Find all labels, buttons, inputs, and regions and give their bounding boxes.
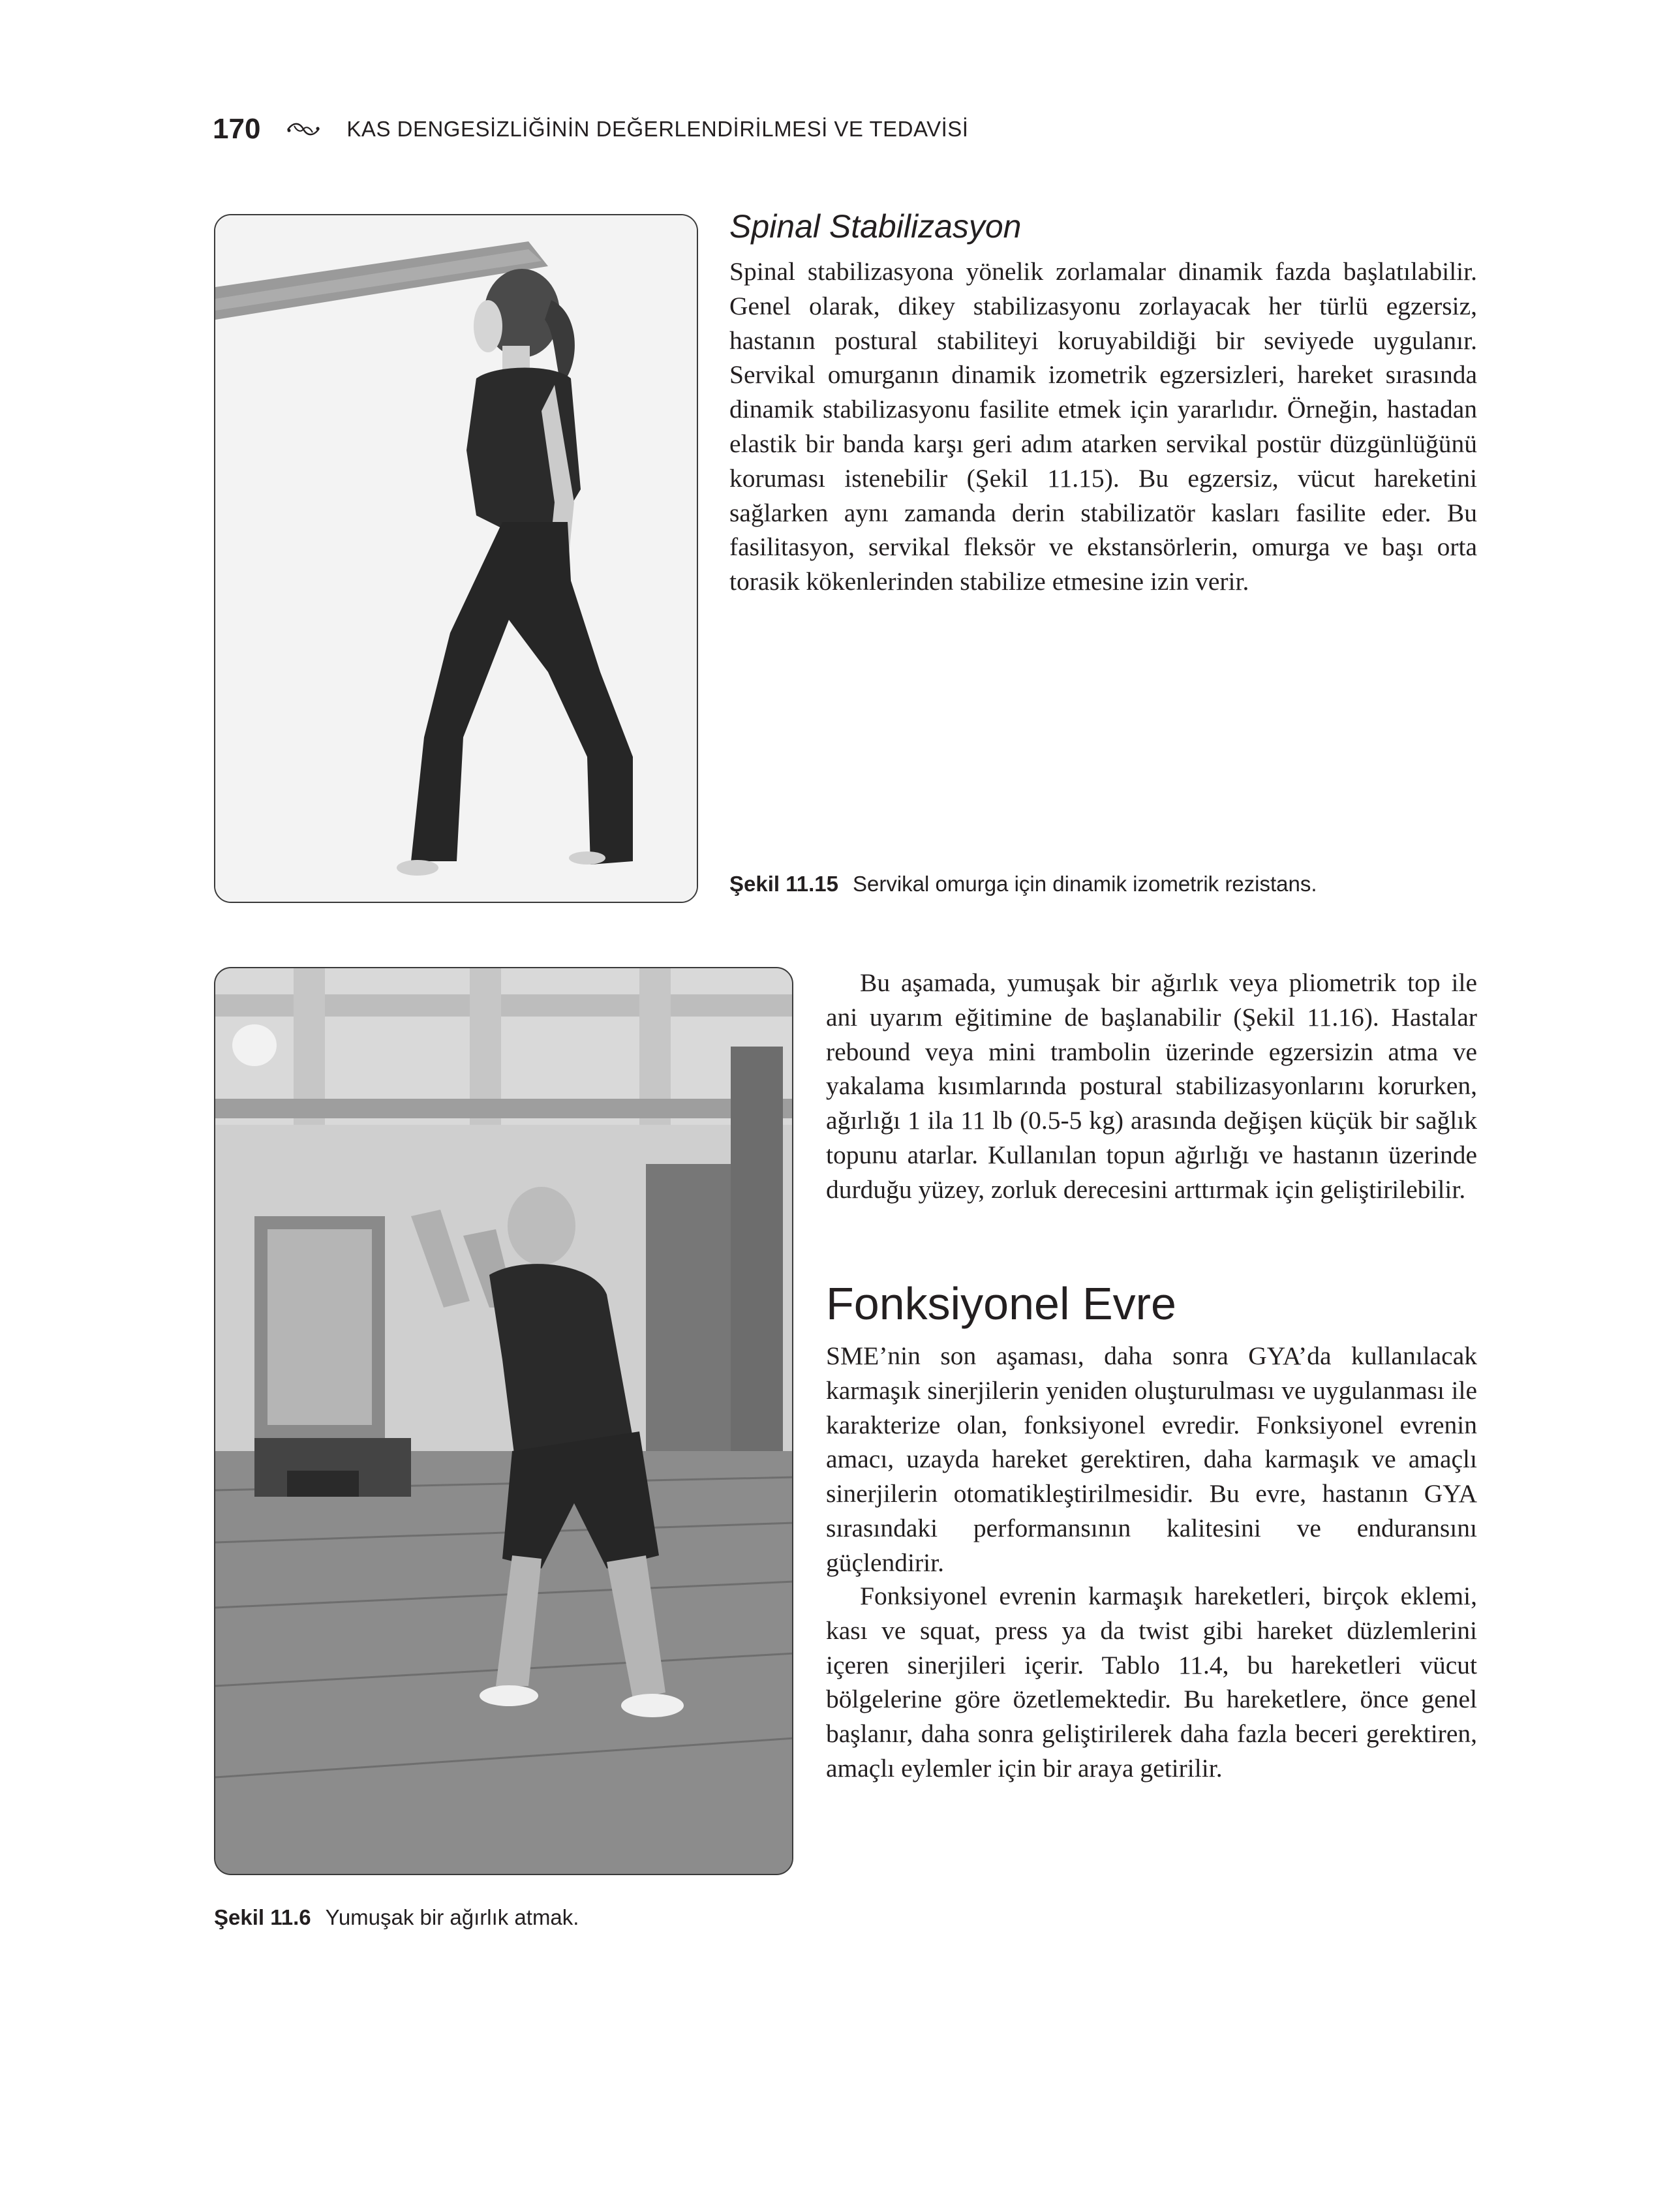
- paragraph-plyometric: Bu aşamada, yumuşak bir ağırlık veya pliometrik top ile ani uyarım eğitimine de başlanabilir (Şekil 11.16). Hastalar rebound veya mini trambolin üzerinde egzersizin atma ve yakalama kısımlarında postural stabilizasyonlarını korurken, ağırlığı 1 ila 11 lb (0.5-5 kg) arasında değişen küçük bir sağlık topunu atarlar. Kullanılan topun ağırlığı ve hastanın üzerinde durduğu yüzey, zorluk derecesini arttırmak için geliştirilebilir.: [826, 968, 1477, 1204]
- figure-photo-throwing-weight: [214, 967, 793, 1875]
- figure-caption-text: Servikal omurga için dinamik izometrik rezistans.: [852, 872, 1317, 896]
- running-header: [213, 110, 968, 149]
- page-number: 170: [213, 113, 261, 145]
- figure-label: Şekil 11.15: [729, 872, 838, 896]
- figure-photo-dynamic-isometric: [214, 214, 698, 903]
- figure-caption-11-6: [214, 1905, 579, 1930]
- paragraph-functional-phase-1: SME’nin son aşaması, daha sonra GYA’da kullanılacak karmaşık sinerjilerin yeniden oluşturulması ve uygulanması ile karakterize olan, fonksiyonel evredir. Fonksiyonel evrenin amacı, uzayda hareket gerektiren, daha karmaşık ve amaçlı sinerjilerin otomatikleştirilmesidir. Bu evre, hastanın GYA sırasındaki performansının kalitesini ve enduransını güçlendirir.: [826, 1341, 1477, 1577]
- photo-man-catching-ball: [215, 968, 793, 1875]
- fleuron-ornament-icon: [285, 119, 322, 139]
- figure-caption-text: Yumuşak bir ağırlık atmak.: [325, 1905, 579, 1929]
- photo-woman-elastic-band: [215, 215, 698, 903]
- paragraph-functional-phase-2: Fonksiyonel evrenin karmaşık hareketleri, birçok eklemi, kası ve squat, press ya da twist gibi hareket düzlemlerini içeren sinerjileri içerir. Tablo 11.4, bu hareketleri vücut bölgelerine göre özetlemektedir. Bu hareketlere, önce genel başlanır, daha sonra geliştirilerek daha fazla beceri gerektiren, amaçlı eylemler için bir araya getirilir.: [826, 1582, 1477, 1783]
- figure-caption-11-15: [729, 872, 1317, 896]
- figure-label: Şekil 11.6: [214, 1905, 311, 1929]
- section-heading-functional-phase: Fonksiyonel Evre: [826, 1278, 1176, 1329]
- section-heading-spinal: Spinal Stabilizasyon: [729, 208, 1022, 245]
- paragraph-spinal-stabilization: Spinal stabilizasyona yönelik zorlamalar dinamik fazda başlatılabilir. Genel olarak, dikey stabilizasyonu zorlayacak her türlü egzersiz, hastanın postural stabiliteyi koruyabildiği bir seviyede uygulanır. Servikal omurganın dinamik izometrik egzersizleri, hareket sırasında dinamik stabilizasyonu fasilite etmek için yararlıdır. Örneğin, hastadan elastik bir banda karşı geri adım atarken servikal postür düzgünlüğünü koruması istenebilir (Şekil 11.15). Bu egzersiz, vücut hareketini sağlarken aynı zamanda derin stabilizatör kasları fasilite eder. Bu fasilitasyon, servikal fleksör ve ekstansörlerin, omurga ve başı orta torasik kökenlerinden stabilize etmesine izin verir.: [729, 257, 1477, 596]
- running-title: KAS DENGESİZLİĞİNİN DEĞERLENDİRİLMESİ VE TEDAVİSİ: [346, 117, 969, 141]
